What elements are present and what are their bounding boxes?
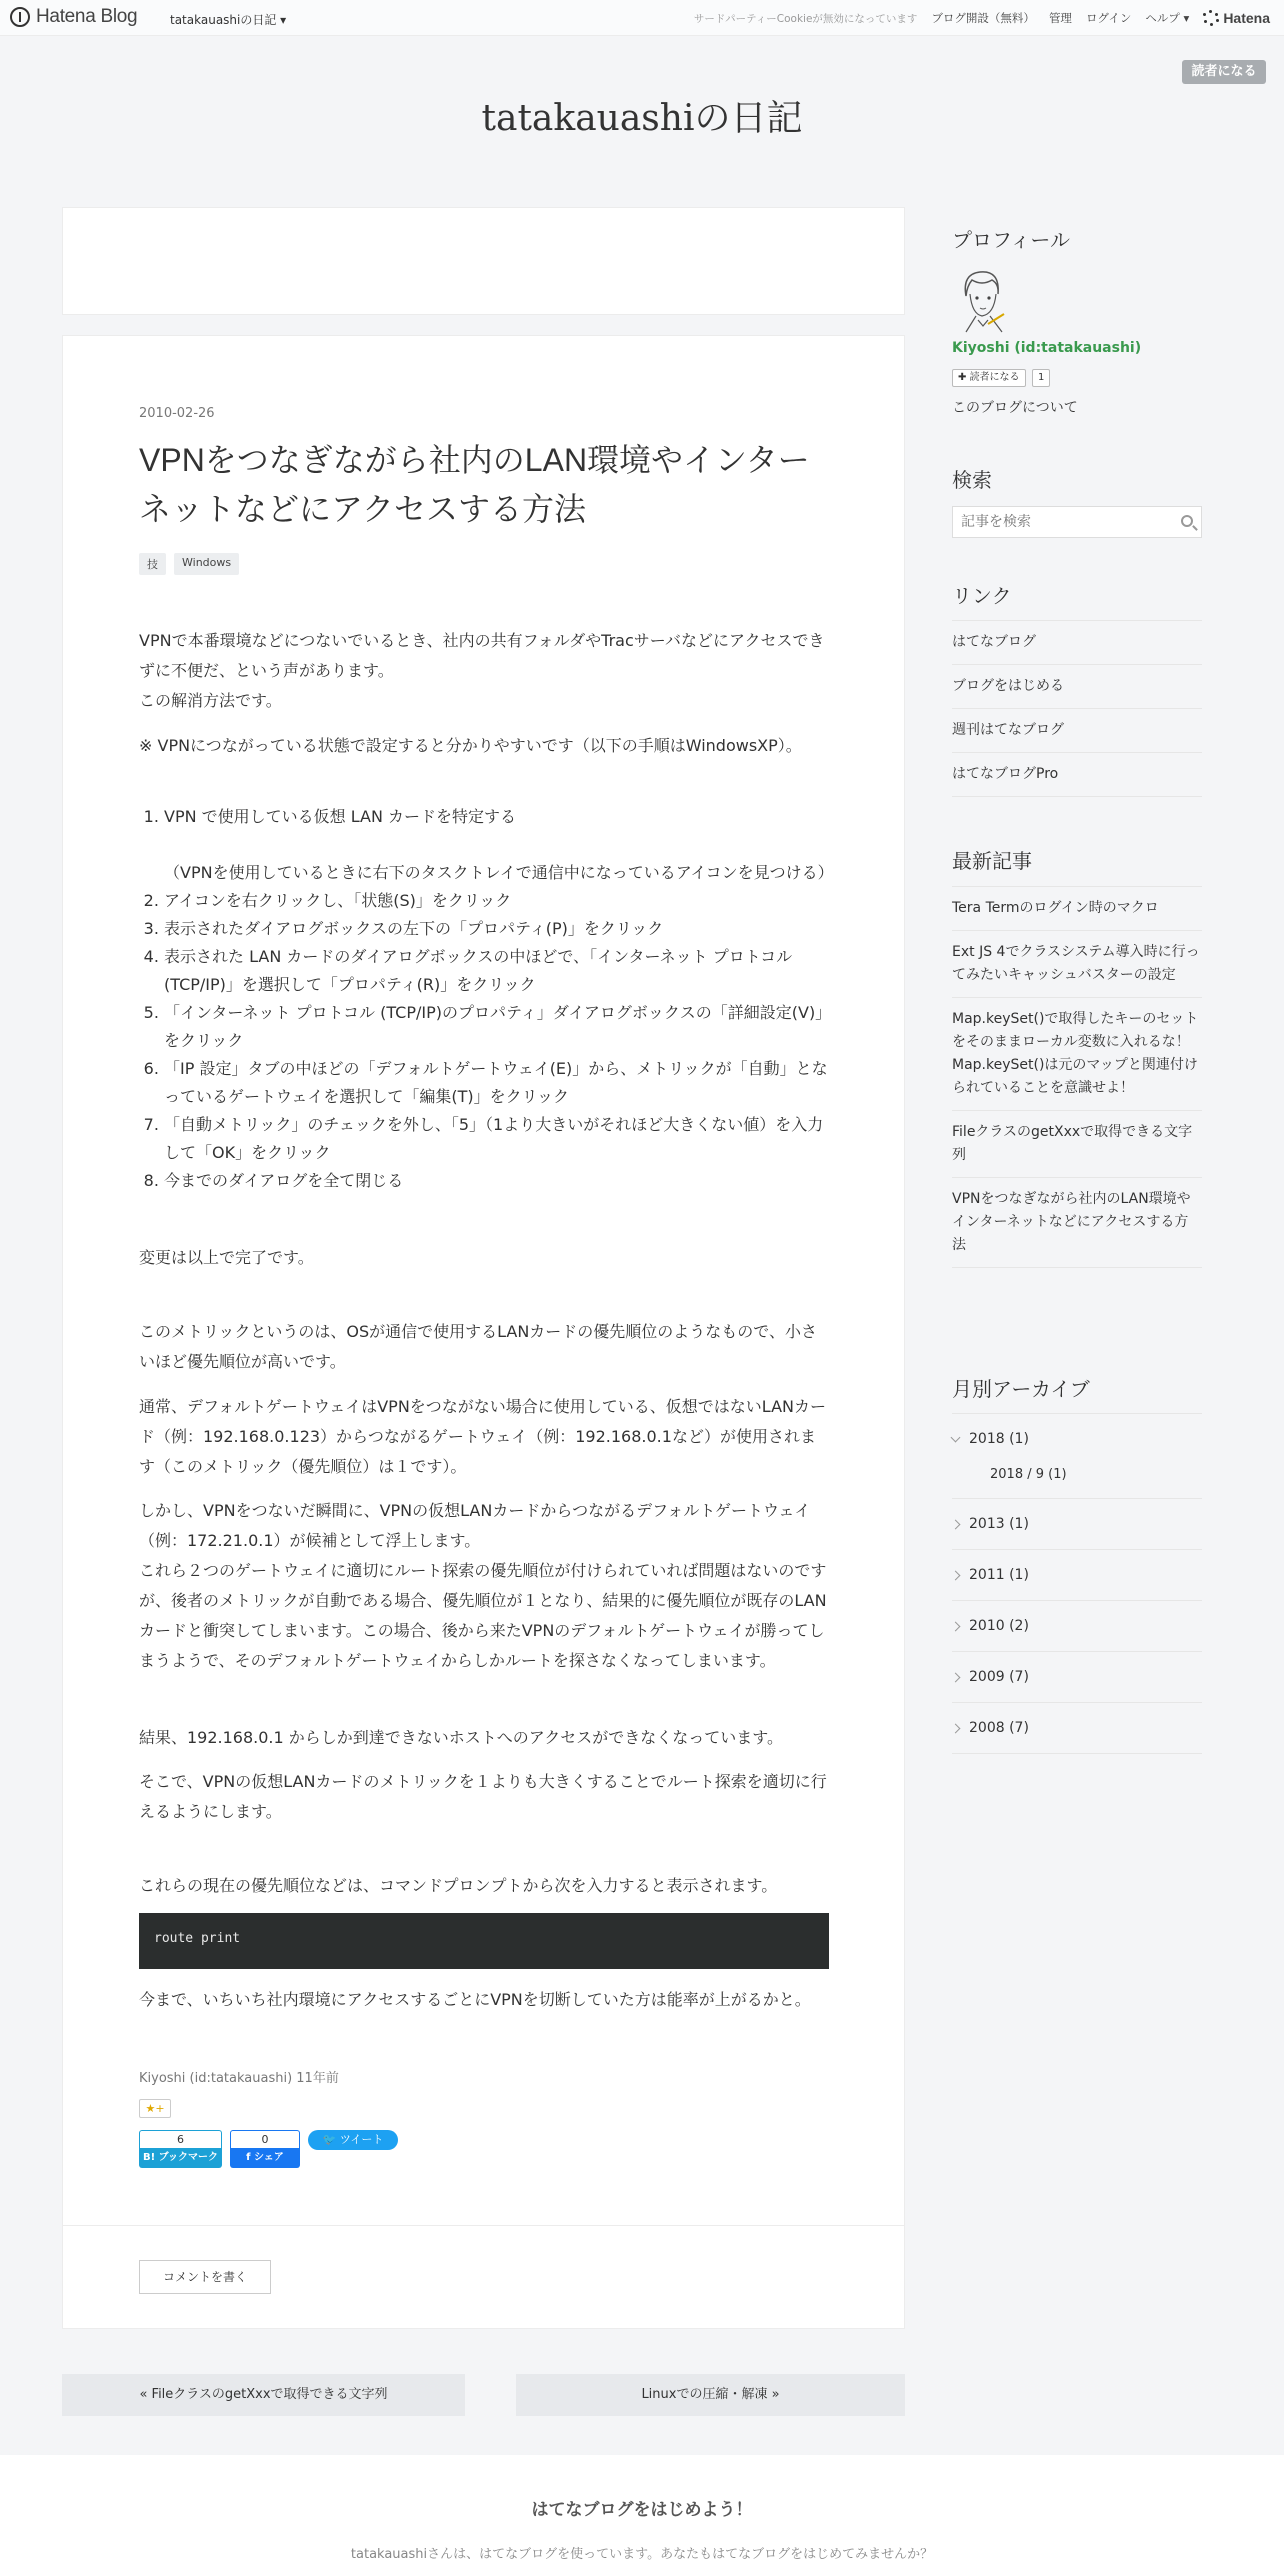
facebook-share-button[interactable] bbox=[230, 2130, 300, 2170]
help-menu[interactable]: ヘルプ ▾ bbox=[1145, 11, 1190, 25]
hatena-blog-logo[interactable]: Hatena Blog bbox=[10, 6, 137, 28]
links-list bbox=[952, 620, 1202, 797]
paragraph: そこで、VPNの仮想LANカードのメトリックを１よりも大きくすることでルート探索を適切に行えるようにします。 bbox=[139, 1772, 827, 1821]
list-item[interactable]: ブログをはじめる bbox=[952, 664, 1202, 708]
entry-intro bbox=[139, 626, 829, 716]
hatena-dots-icon bbox=[1203, 10, 1219, 26]
write-comment-button[interactable]: コメントを書く bbox=[139, 2260, 271, 2294]
admin-link[interactable]: 管理 bbox=[1048, 11, 1072, 25]
tweet-button[interactable]: 🐦 ツイート bbox=[308, 2130, 398, 2150]
list-item: 3. 表示されたダイアログボックスの左下の「プロパティ(P)」をクリック bbox=[164, 915, 829, 943]
recent-list bbox=[952, 886, 1202, 1268]
profile-heading: プロフィール bbox=[952, 230, 1070, 252]
add-star-button[interactable]: ★+ bbox=[139, 2099, 171, 2118]
follow-button[interactable]: ✚ 読者になる bbox=[952, 369, 1026, 387]
list-item[interactable]: Ext JS 4でクラスシステム導入時に行ってみたいキャッシュバスターの設定 bbox=[952, 930, 1202, 997]
login-link[interactable]: ログイン bbox=[1085, 11, 1132, 25]
list-item: 5. 「インターネット プロトコル (TCP/IP)のプロパティ」ダイアログボックスの「詳細設定(V)」をクリック bbox=[164, 999, 829, 1055]
start-blog-link[interactable]: ブログ開設（無料） bbox=[931, 11, 1035, 25]
chevron-right-icon bbox=[951, 1621, 961, 1631]
list-item[interactable]: はてなブログ bbox=[952, 620, 1202, 664]
divider bbox=[63, 2225, 904, 2226]
list-item[interactable]: VPNをつなぎながら社内のLAN環境やインターネットなどにアクセスする方法 bbox=[952, 1177, 1202, 1268]
archive-heading: 月別アーカイブ bbox=[952, 1379, 1090, 1401]
archive-item[interactable]: 2018 (1) bbox=[952, 1413, 1202, 1464]
search-heading: 検索 bbox=[952, 470, 992, 492]
next-entry-link[interactable]: Linuxでの圧縮・解凍 » bbox=[516, 2374, 905, 2416]
list-item[interactable]: Tera Termのログイン時のマクロ bbox=[952, 886, 1202, 930]
paragraph: このメトリックというのは、OSが通信で使用するLANカードの優先順位のようなもので、小さいほど優先順位が高いです。 bbox=[139, 1322, 817, 1371]
global-header bbox=[0, 0, 1284, 36]
paragraph: VPNで本番環境などにつないでいるとき、社内の共有フォルダやTracサーバなどにアクセスできずに不便だ、という声があります。 bbox=[139, 631, 825, 680]
paragraph: これらの現在の優先順位などは、コマンドプロンプトから次を入力すると表示されます。 bbox=[139, 1876, 778, 1895]
list-item: 4. 表示された LAN カードのダイアログボックスの中ほどで、「インターネット プロトコル (TCP/IP)」を選択して「プロパティ(R)」をクリック bbox=[164, 943, 829, 999]
code-block: route print bbox=[139, 1913, 829, 1969]
search-box bbox=[952, 506, 1202, 538]
chevron-right-icon bbox=[951, 1723, 961, 1733]
links-heading: リンク bbox=[952, 586, 1012, 608]
steps-list bbox=[139, 803, 834, 1195]
list-item: 8. 今までのダイアログを全て閉じる bbox=[164, 1167, 829, 1195]
recent-heading: 最新記事 bbox=[952, 851, 1032, 873]
list-item[interactable]: 週刊はてなブログ bbox=[952, 708, 1202, 752]
list-item: 7. 「自動メトリック」のチェックを外し、「5」（1より大きいがそれほど大きくない値）を入力して「OK」をクリック bbox=[164, 1111, 829, 1167]
hatena-bookmark-button[interactable] bbox=[139, 2130, 222, 2170]
follower-count[interactable]: 1 bbox=[1032, 369, 1050, 387]
paragraph: 結果、192.168.0.1 からしか到達できないホストへのアクセスができなくなっています。 bbox=[139, 1728, 784, 1747]
paragraph: 通常、デフォルトゲートウェイはVPNをつながない場合に使用している、仮想ではないLANカード（例：192.168.0.123）からつながるゲートウェイ（例：192.168.0.1など）が使用されます（このメトリック（優先順位）は１です）。 bbox=[139, 1397, 826, 1476]
entry-author[interactable]: Kiyoshi (id:tatakauashi) 11年前 bbox=[139, 2071, 339, 2086]
chevron-right-icon bbox=[951, 1519, 961, 1529]
list-item[interactable]: Map.keySet()で取得したキーのセットをそのままローカル変数に入れるな！ Map.keySet()は元のマップと関連付けられていることを意識せよ！ bbox=[952, 997, 1202, 1110]
paragraph: 今まで、いちいち社内環境にアクセスするごとにVPNを切断していた方は能率が上がるかと。 bbox=[139, 1990, 811, 2009]
archive-item[interactable]: 2011 (1) bbox=[952, 1549, 1202, 1600]
avatar[interactable] bbox=[952, 266, 1010, 334]
list-item[interactable]: FileクラスのgetXxxで取得できる文字列 bbox=[952, 1110, 1202, 1177]
ad-area bbox=[62, 207, 905, 315]
blog-menu[interactable]: tatakauashiの日記 ▾ bbox=[170, 13, 287, 27]
hatena-menu[interactable]: Hatena bbox=[1203, 10, 1270, 26]
list-item: 6. 「IP 設定」タブの中ほどの「デフォルトゲートウェイ(E)」から、メトリックが「自動」となっているゲートウェイを選択して「編集(T)」をクリック bbox=[164, 1055, 829, 1111]
profile-name[interactable]: Kiyoshi (id:tatakauashi) bbox=[952, 340, 1142, 356]
blog-title[interactable]: tatakauashiの日記 bbox=[481, 98, 803, 139]
entry-note: ※ VPNにつながっている状態で設定すると分かりやすいです（以下の手順はWindowsXP）。 bbox=[139, 736, 802, 755]
footer-heading[interactable]: はてなブログをはじめよう！ bbox=[531, 2500, 753, 2520]
entry-date[interactable]: 2010-02-26 bbox=[139, 406, 215, 421]
archive-list bbox=[952, 1413, 1202, 1754]
entry-categories bbox=[139, 553, 239, 575]
footer bbox=[0, 2455, 1284, 2568]
paragraph: 変更は以上で完了です。 bbox=[139, 1248, 314, 1267]
about-link[interactable]: このブログについて bbox=[952, 400, 1078, 416]
bookmark-label: B! ブックマーク bbox=[139, 2148, 222, 2168]
paragraph: この解消方法です。 bbox=[139, 691, 282, 710]
archive-subitem[interactable]: 2018 / 9 (1) bbox=[990, 1467, 1067, 1482]
search-input[interactable] bbox=[953, 507, 1163, 537]
category-tag[interactable]: 技 bbox=[139, 553, 166, 575]
chevron-right-icon bbox=[951, 1672, 961, 1682]
archive-item[interactable]: 2010 (2) bbox=[952, 1600, 1202, 1651]
search-icon[interactable] bbox=[1181, 515, 1193, 527]
hatena-blog-icon bbox=[10, 7, 30, 27]
category-tag[interactable]: Windows bbox=[174, 553, 239, 575]
chevron-right-icon bbox=[951, 1570, 961, 1580]
share-label: f シェア bbox=[230, 2148, 300, 2168]
archive-item[interactable]: 2009 (7) bbox=[952, 1651, 1202, 1702]
share-count: 0 bbox=[230, 2130, 300, 2148]
paragraph: しかし、VPNをつないだ瞬間に、VPNの仮想LANカードからつながるデフォルトゲートウェイ（例：172.21.0.1）が候補として浮上します。 これら２つのゲートウェイに適切にルート探索の優先順位が付けられていれば問題はないのですが、後者のメトリックが自動である場合、優先順位が１となり、結果的に優先順位が既存のLANカードと衝突してしまいます。この場合、後から来たVPNのデフォルトゲートウェイが勝ってしまうようで、そのデフォルトゲートウェイからしかルートを探さなくなってしまいます。 bbox=[139, 1501, 827, 1670]
cookie-notice[interactable]: サードパーティーCookieが無効になっています bbox=[693, 12, 918, 25]
list-item[interactable]: はてなブログPro bbox=[952, 752, 1202, 797]
archive-item[interactable]: 2013 (1) bbox=[952, 1498, 1202, 1549]
subscribe-button[interactable]: 読者になる bbox=[1182, 60, 1266, 84]
entry-title[interactable]: VPNをつなぎながら社内のLAN環境やインターネットなどにアクセスする方法 bbox=[139, 442, 810, 527]
list-item: 1. VPN で使用している仮想 LAN カードを特定する （VPNを使用しているときに右下のタスクトレイで通信中になっているアイコンを見つける） bbox=[164, 803, 829, 887]
footer-subtext: tatakauashiさんは、はてなブログを使っています。あなたもはてなブログをはじめてみませんか？ bbox=[350, 2547, 934, 2562]
archive-item[interactable]: 2008 (7) bbox=[952, 1702, 1202, 1754]
bookmark-count: 6 bbox=[139, 2130, 222, 2148]
list-item: 2. アイコンを右クリックし、「状態(S)」をクリック bbox=[164, 887, 829, 915]
chevron-down-icon bbox=[951, 1432, 961, 1442]
prev-entry-link[interactable]: « FileクラスのgetXxxで取得できる文字列 bbox=[62, 2374, 465, 2416]
